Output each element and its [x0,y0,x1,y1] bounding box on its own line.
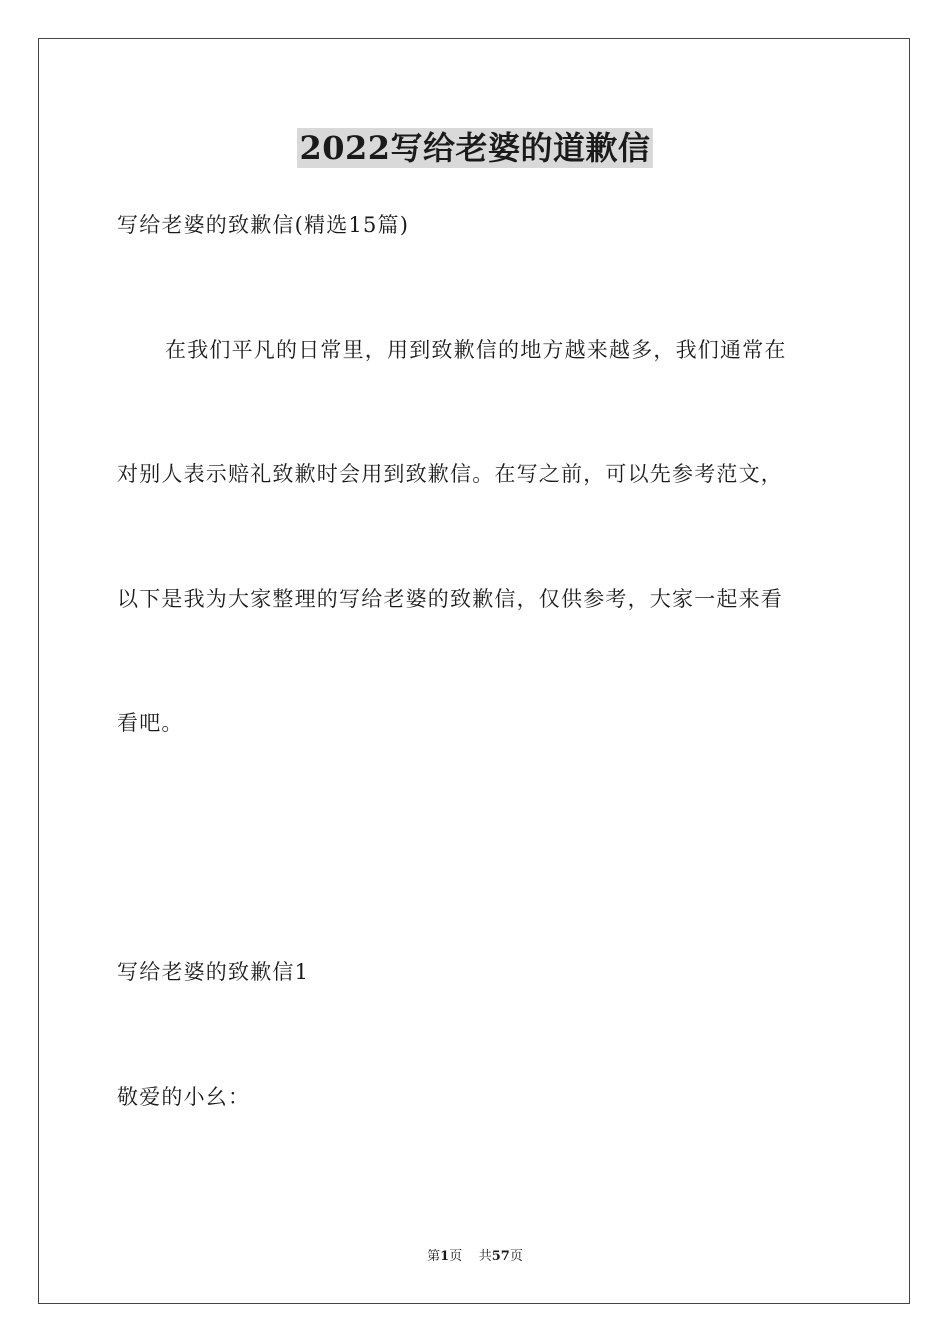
footer-page-total: 57 [491,1249,510,1264]
footer-page-current: 1 [440,1249,450,1264]
footer-page-suffix: 页 [449,1249,463,1264]
page-footer [0,1248,950,1266]
intro-line-2: 对别人表示赔礼致歉时会用到致歉信。在写之前，可以先参考范文， [117,462,783,486]
salutation: 敬爱的小幺： [117,1085,251,1109]
title-container [0,128,950,168]
footer-total-suffix: 页 [509,1249,523,1264]
section-heading: 写给老婆的致歉信1 [117,960,310,984]
intro-line-4: 看吧。 [117,711,184,735]
document-title: 2022写给老婆的道歉信 [299,129,651,167]
intro-line-3: 以下是我为大家整理的写给老婆的致歉信，仅供参考，大家一起来看 [117,587,783,611]
document-subtitle: 写给老婆的致歉信(精选15篇) [117,213,410,237]
intro-line-1: 在我们平凡的日常里，用到致歉信的地方越来越多，我们通常在 [165,338,787,362]
footer-page-prefix: 第 [427,1249,441,1264]
footer-total-prefix: 共 [478,1249,492,1264]
